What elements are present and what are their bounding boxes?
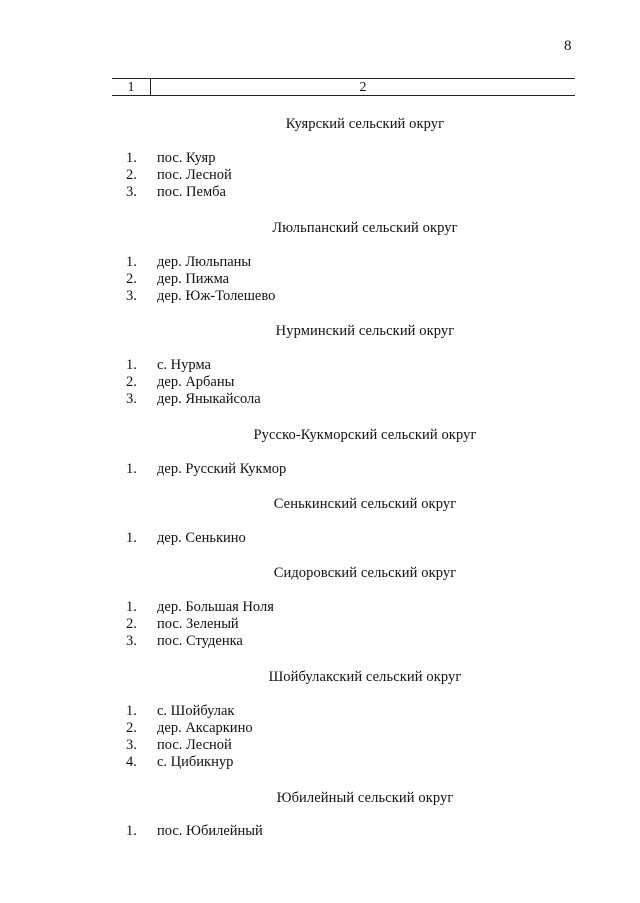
item-number: 1. bbox=[126, 357, 137, 373]
item-number: 1. bbox=[126, 254, 137, 270]
item-text: дер. Сенькино bbox=[157, 530, 246, 546]
item-number: 1. bbox=[126, 823, 137, 839]
list-item bbox=[126, 391, 261, 409]
item-text: пос. Юбилейный bbox=[157, 823, 263, 839]
item-number: 1. bbox=[126, 599, 137, 615]
list-item bbox=[126, 530, 246, 548]
item-number: 1. bbox=[126, 461, 137, 477]
item-text: пос. Куяр bbox=[157, 150, 216, 166]
list-item bbox=[126, 754, 233, 772]
list-item bbox=[126, 167, 232, 185]
section-title: Русско-Кукморский сельский округ bbox=[253, 427, 477, 443]
item-text: с. Цибикнур bbox=[157, 754, 234, 770]
item-text: дер. Арбаны bbox=[157, 374, 235, 390]
item-number: 3. bbox=[126, 184, 137, 200]
table-header-col2: 2 bbox=[359, 80, 367, 95]
list-item bbox=[126, 374, 234, 392]
item-text: с. Шойбулак bbox=[157, 703, 235, 719]
item-number: 1. bbox=[126, 530, 137, 546]
item-number: 2. bbox=[126, 616, 137, 632]
item-number: 4. bbox=[126, 754, 137, 770]
item-number: 2. bbox=[126, 374, 137, 390]
list-item bbox=[126, 254, 251, 272]
list-item bbox=[126, 357, 211, 375]
item-number: 2. bbox=[126, 720, 137, 736]
item-text: дер. Пижма bbox=[157, 271, 230, 287]
item-text: дер. Русский Кукмор bbox=[157, 461, 287, 477]
item-text: с. Нурма bbox=[157, 357, 211, 373]
item-text: пос. Зеленый bbox=[157, 616, 239, 632]
item-number: 3. bbox=[126, 633, 137, 649]
item-text: дер. Люльпаны bbox=[157, 254, 252, 270]
list-item bbox=[126, 823, 263, 841]
section-title: Сенькинский сельский округ bbox=[273, 496, 457, 512]
item-text: пос. Студенка bbox=[157, 633, 243, 649]
list-item bbox=[126, 720, 253, 738]
section-title: Нурминский сельский округ bbox=[275, 323, 455, 339]
item-number: 2. bbox=[126, 271, 137, 287]
section-title: Люльпанский сельский округ bbox=[272, 220, 458, 236]
section-title: Шойбулакский сельский округ bbox=[268, 669, 462, 685]
item-number: 3. bbox=[126, 391, 137, 407]
item-text: дер. Юж-Толешево bbox=[157, 288, 276, 304]
item-text: пос. Лесной bbox=[157, 737, 232, 753]
item-text: дер. Большая Ноля bbox=[157, 599, 274, 615]
list-item bbox=[126, 150, 215, 168]
list-item bbox=[126, 703, 234, 721]
item-number: 3. bbox=[126, 737, 137, 753]
list-item bbox=[126, 288, 275, 306]
table-header-col1: 1 bbox=[112, 79, 151, 95]
list-item bbox=[126, 599, 274, 617]
list-item bbox=[126, 616, 239, 634]
item-number: 3. bbox=[126, 288, 137, 304]
item-text: пос. Пемба bbox=[157, 184, 226, 200]
item-number: 2. bbox=[126, 167, 137, 183]
item-number: 1. bbox=[126, 703, 137, 719]
list-item bbox=[126, 461, 286, 479]
list-item bbox=[126, 271, 229, 289]
item-text: дер. Аксаркино bbox=[157, 720, 253, 736]
item-number: 1. bbox=[126, 150, 137, 166]
section-title: Сидоровский сельский округ bbox=[273, 565, 457, 581]
page-number: 8 bbox=[564, 38, 572, 54]
list-item bbox=[126, 737, 232, 755]
list-item bbox=[126, 184, 226, 202]
section-title: Куярский сельский округ bbox=[285, 116, 445, 132]
section-title: Юбилейный сельский округ bbox=[276, 790, 454, 806]
table-header bbox=[112, 78, 575, 96]
list-item bbox=[126, 633, 243, 651]
item-text: дер. Яныкайсола bbox=[157, 391, 261, 407]
item-text: пос. Лесной bbox=[157, 167, 232, 183]
